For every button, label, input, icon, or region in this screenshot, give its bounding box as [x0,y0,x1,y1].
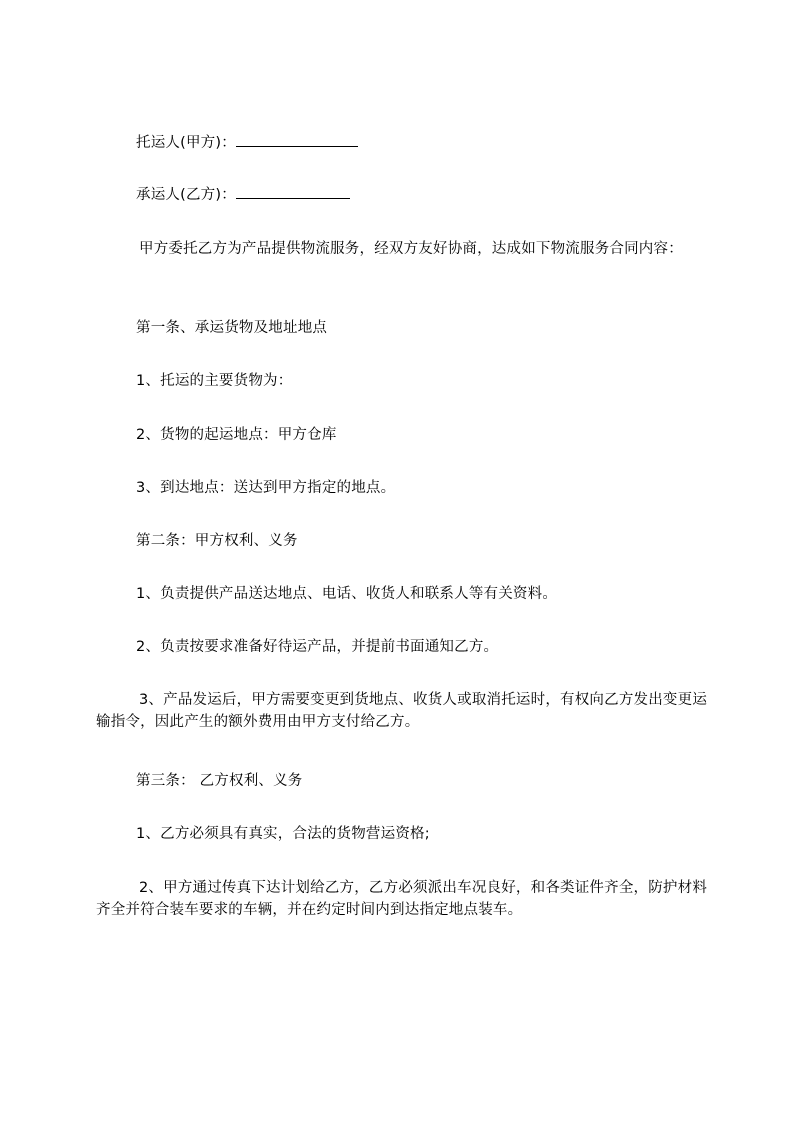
article1-item-1: 1、托运的主要货物为： [136,373,293,389]
shipper-line [136,132,358,154]
shipper-label: 托运人(甲方)： [136,135,236,151]
shipper-blank [236,132,358,147]
article3-heading: 第三条： 乙方权利、义务 [136,773,303,789]
article1-item-2: 2、货物的起运地点：甲方仓库 [136,427,337,443]
article1-item-3: 3、到达地点：送达到甲方指定的地点。 [136,480,396,496]
carrier-line [136,184,350,206]
article2-item-3: 3、产品发运后，甲方需要变更到货地点、收货人或取消托运时，有权向乙方发出变更运输指令，因此产生的额外费用由甲方支付给乙方。 [96,692,708,730]
intro-paragraph: 甲方委托乙方为产品提供物流服务，经双方友好协商，达成如下物流服务合同内容： [139,241,683,257]
article3-item-2: 2、甲方通过传真下达计划给乙方，乙方必须派出车况良好，和各类证件齐全，防护材料齐全并符合装车要求的车辆，并在约定时间内到达指定地点装车。 [96,880,708,918]
article3-item-1: 1、乙方必须具有真实，合法的货物营运资格; [136,826,430,842]
article1-heading: 第一条、承运货物及地址地点 [136,320,328,336]
article2-item-2: 2、负责按要求准备好待运产品，并提前书面通知乙方。 [136,639,499,655]
article2-item-1: 1、负责提供产品送达地点、电话、收货人和联系人等有关资料。 [136,586,558,602]
carrier-blank [236,184,350,199]
article2-heading: 第二条：甲方权利、义务 [136,533,298,549]
carrier-label: 承运人(乙方)： [136,187,236,203]
